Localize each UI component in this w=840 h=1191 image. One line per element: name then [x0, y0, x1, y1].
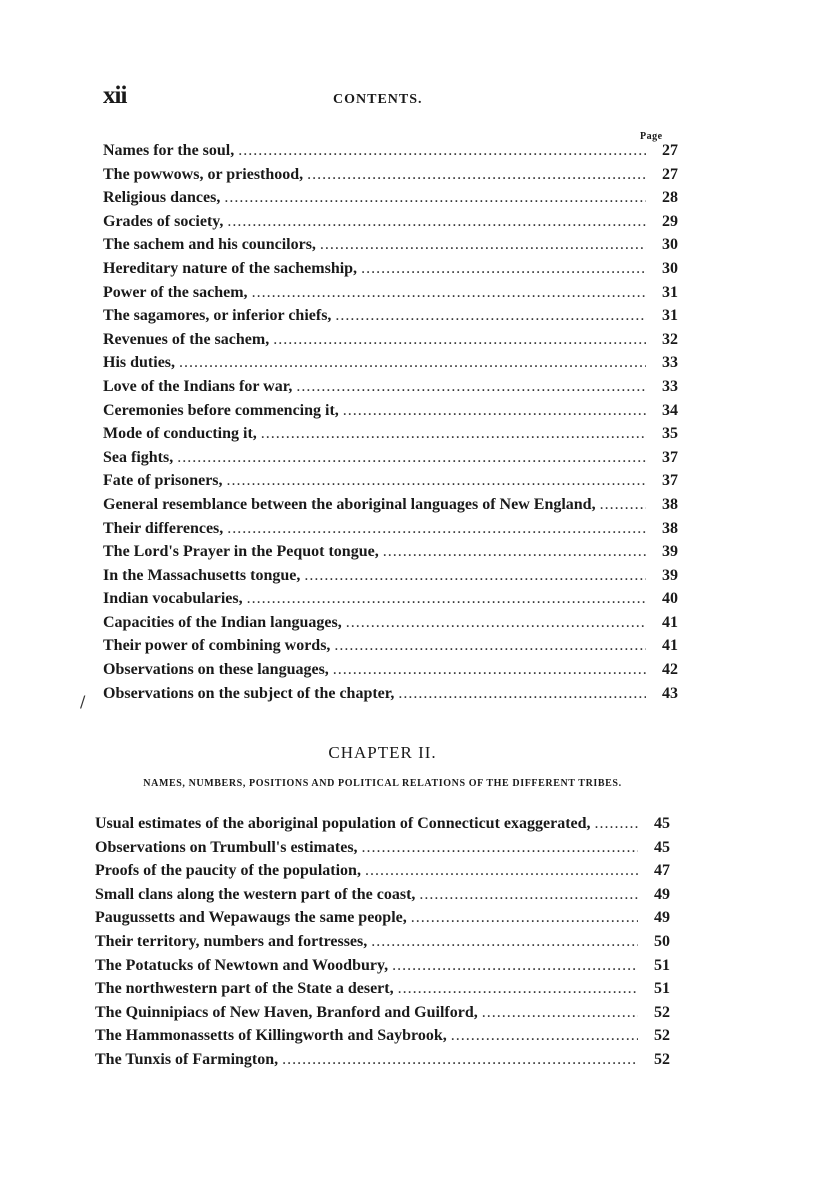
toc-dot-leader — [595, 815, 638, 833]
toc-entry — [103, 543, 678, 567]
toc-dot-leader — [224, 189, 646, 207]
toc-dot-leader — [419, 886, 638, 904]
page-column-label: Page — [640, 131, 663, 142]
toc-entry-page: 37 — [662, 472, 678, 490]
toc-entry — [95, 1004, 670, 1028]
chapter-subtitle: NAMES, NUMBERS, POSITIONS AND POLITICAL RELATIONS OF THE DIFFERENT TRIBES. — [143, 778, 622, 789]
toc-entry-title: Fate of prisoners, — [103, 472, 223, 490]
toc-dot-leader — [343, 402, 646, 420]
toc-entry-page: 41 — [662, 613, 678, 631]
toc-entry-page: 43 — [662, 684, 678, 702]
toc-entry-page: 52 — [654, 1050, 670, 1068]
toc-entry — [95, 886, 670, 910]
toc-entry — [95, 909, 670, 933]
toc-entry — [103, 166, 678, 190]
chapter-heading: CHAPTER II. — [328, 743, 437, 762]
toc-section-chapter-2 — [95, 815, 670, 1075]
toc-entry-title: Their differences, — [103, 519, 224, 537]
toc-entry-title: The Lord's Prayer in the Pequot tongue, — [103, 543, 379, 561]
toc-entry — [103, 520, 678, 544]
toc-entry-title: Grades of society, — [103, 212, 224, 230]
toc-entry-page: 30 — [662, 259, 678, 277]
toc-entry — [95, 839, 670, 863]
toc-entry-page: 31 — [662, 283, 678, 301]
page-number: xii — [103, 82, 127, 109]
toc-dot-leader — [335, 307, 646, 325]
toc-entry-title: Proofs of the paucity of the population, — [95, 862, 361, 880]
toc-entry — [103, 331, 678, 355]
toc-dot-leader — [320, 236, 646, 254]
toc-entry-page: 38 — [662, 519, 678, 537]
toc-entry-page: 45 — [654, 838, 670, 856]
toc-entry — [95, 815, 670, 839]
toc-entry-title: Capacities of the Indian languages, — [103, 613, 342, 631]
toc-entry — [95, 933, 670, 957]
margin-pencil-mark: / — [80, 692, 86, 711]
toc-dot-leader — [392, 957, 638, 975]
toc-entry — [103, 213, 678, 237]
toc-entry-title: Religious dances, — [103, 189, 221, 207]
toc-dot-leader — [296, 378, 646, 396]
toc-entry-title: Hereditary nature of the sachemship, — [103, 259, 358, 277]
toc-entry — [103, 425, 678, 449]
toc-entry — [103, 472, 678, 496]
toc-entry-title: Indian vocabularies, — [103, 590, 243, 608]
toc-entry-title: The powwows, or priesthood, — [103, 165, 304, 183]
toc-entry — [103, 685, 678, 709]
toc-entry-title: The sagamores, or inferior chiefs, — [103, 307, 332, 325]
toc-entry-title: Usual estimates of the aboriginal population of Connecticut exaggerated, — [95, 815, 591, 832]
toc-entry-title: Sea fights, — [103, 448, 174, 466]
toc-dot-leader — [333, 661, 646, 679]
toc-dot-leader — [238, 142, 646, 160]
toc-dot-leader — [482, 1004, 638, 1022]
toc-entry — [103, 307, 678, 331]
toc-dot-leader — [247, 590, 646, 608]
toc-entry-page: 52 — [654, 1003, 670, 1021]
toc-dot-leader — [307, 166, 646, 184]
toc-entry — [103, 661, 678, 685]
toc-entry-title: The sachem and his councilors, — [103, 236, 316, 254]
toc-entry-page: 39 — [662, 543, 678, 561]
toc-entry-title: Observations on the subject of the chapter, — [103, 684, 395, 702]
toc-entry-title: Names for the soul, — [103, 142, 235, 159]
page-header — [103, 82, 673, 122]
toc-entry — [103, 260, 678, 284]
toc-entry-page: 39 — [662, 566, 678, 584]
toc-entry-title: Observations on these languages, — [103, 661, 329, 679]
toc-dot-leader — [398, 980, 638, 998]
toc-entry-page: 28 — [662, 189, 678, 207]
toc-dot-leader — [227, 213, 646, 231]
running-title: CONTENTS. — [333, 92, 423, 107]
toc-dot-leader — [361, 260, 646, 278]
toc-entry-page: 29 — [662, 212, 678, 230]
toc-entry — [95, 862, 670, 886]
toc-entry-title: Love of the Indians for war, — [103, 377, 293, 395]
toc-entry-title: Observations on Trumbull's estimates, — [95, 838, 358, 856]
toc-entry-page: 42 — [662, 661, 678, 679]
toc-entry — [95, 1051, 670, 1075]
toc-entry-title: The Quinnipiacs of New Haven, Branford and Guilford, — [95, 1003, 478, 1021]
toc-dot-leader — [451, 1027, 638, 1045]
toc-dot-leader — [334, 637, 646, 655]
toc-entry — [103, 637, 678, 661]
toc-dot-leader — [365, 862, 638, 880]
toc-entry-title: Power of the sachem, — [103, 283, 248, 301]
toc-entry-title: Ceremonies before commencing it, — [103, 401, 339, 419]
toc-entry-page: 49 — [654, 909, 670, 927]
toc-entry-title: The Hammonassetts of Killingworth and Saybrook, — [95, 1027, 447, 1045]
toc-entry — [103, 449, 678, 473]
toc-dot-leader — [371, 933, 638, 951]
toc-entry-title: Their power of combining words, — [103, 637, 331, 655]
toc-entry-page: 27 — [662, 142, 678, 159]
toc-entry — [103, 567, 678, 591]
toc-entry-page: 30 — [662, 236, 678, 254]
toc-entry-page: 38 — [662, 495, 678, 513]
toc-entry — [103, 354, 678, 378]
toc-dot-leader — [346, 614, 646, 632]
toc-entry — [103, 236, 678, 260]
toc-entry-title: Mode of conducting it, — [103, 425, 257, 443]
toc-entry-page: 31 — [662, 307, 678, 325]
toc-entry-page: 45 — [654, 815, 670, 832]
toc-entry-title: In the Massachusetts tongue, — [103, 566, 301, 584]
toc-entry-page: 33 — [662, 354, 678, 372]
toc-entry — [103, 189, 678, 213]
toc-entry — [103, 614, 678, 638]
toc-dot-leader — [362, 839, 638, 857]
toc-entry — [95, 957, 670, 981]
toc-entry — [103, 590, 678, 614]
toc-entry — [95, 980, 670, 1004]
toc-dot-leader — [383, 543, 646, 561]
toc-dot-leader — [261, 425, 646, 443]
toc-dot-leader — [304, 567, 646, 585]
toc-entry-page: 49 — [654, 885, 670, 903]
toc-entry-title: His duties, — [103, 354, 176, 372]
toc-dot-leader — [177, 449, 646, 467]
toc-entry-page: 50 — [654, 932, 670, 950]
toc-entry-title: General resemblance between the aboriginal languages of New England, — [103, 495, 596, 513]
toc-section-chapter-1 — [103, 142, 678, 708]
toc-dot-leader — [273, 331, 646, 349]
toc-dot-leader — [252, 284, 646, 302]
toc-dot-leader — [398, 685, 646, 703]
toc-dot-leader — [227, 472, 646, 490]
toc-entry-title: Their territory, numbers and fortresses, — [95, 932, 368, 950]
toc-entry-title: The Potatucks of Newtown and Woodbury, — [95, 956, 389, 974]
toc-dot-leader — [600, 496, 646, 514]
toc-entry-page: 41 — [662, 637, 678, 655]
toc-dot-leader — [179, 354, 646, 372]
toc-entry — [103, 284, 678, 308]
toc-dot-leader — [411, 909, 638, 927]
toc-entry-page: 34 — [662, 401, 678, 419]
toc-entry-title: Revenues of the sachem, — [103, 330, 270, 348]
toc-entry-page: 37 — [662, 448, 678, 466]
toc-entry-page: 40 — [662, 590, 678, 608]
toc-dot-leader — [282, 1051, 638, 1069]
toc-entry-page: 33 — [662, 377, 678, 395]
toc-entry-page: 32 — [662, 330, 678, 348]
toc-entry — [95, 1027, 670, 1051]
toc-dot-leader — [227, 520, 646, 538]
toc-entry — [103, 142, 678, 166]
toc-entry-title: The Tunxis of Farmington, — [95, 1050, 279, 1068]
toc-entry-page: 47 — [654, 862, 670, 880]
toc-entry-page: 51 — [654, 980, 670, 998]
toc-entry — [103, 402, 678, 426]
toc-entry-page: 52 — [654, 1027, 670, 1045]
toc-entry-page: 51 — [654, 956, 670, 974]
toc-entry-page: 35 — [662, 425, 678, 443]
toc-entry-title: The northwestern part of the State a desert, — [95, 980, 394, 998]
toc-entry-page: 27 — [662, 165, 678, 183]
toc-entry-title: Small clans along the western part of the coast, — [95, 885, 416, 903]
toc-entry-title: Paugussetts and Wepawaugs the same people, — [95, 909, 407, 927]
toc-entry — [103, 378, 678, 402]
toc-entry — [103, 496, 678, 520]
